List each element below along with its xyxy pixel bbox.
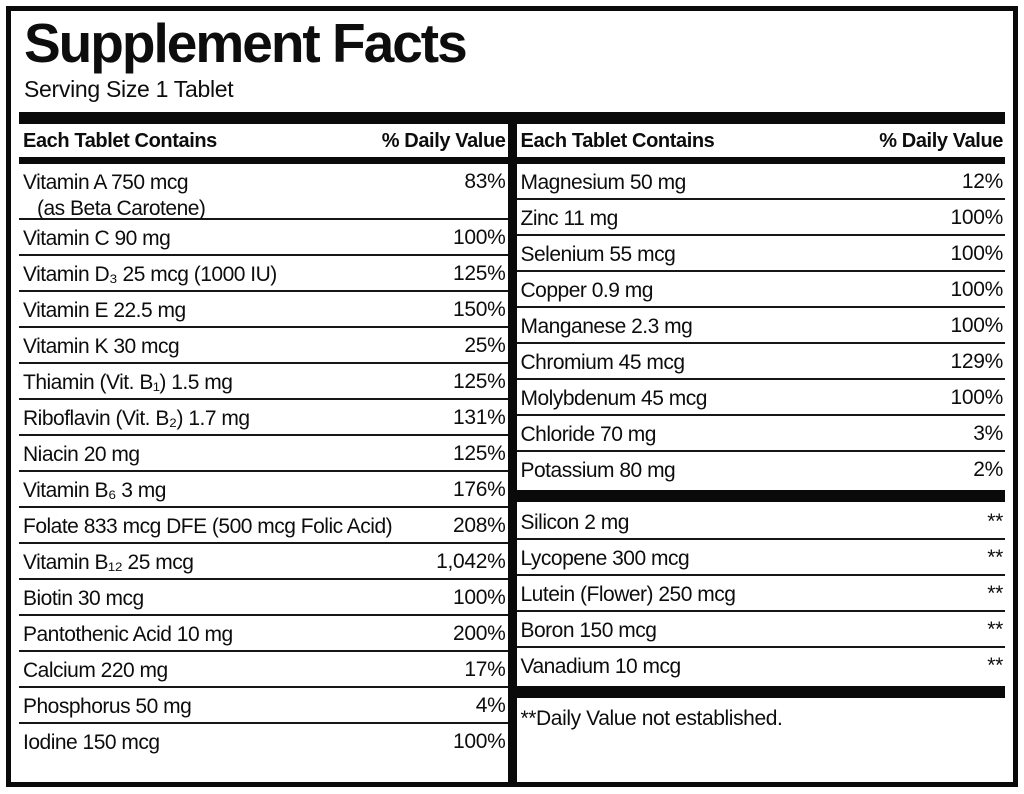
serving-size: Serving Size 1 Tablet <box>24 76 234 103</box>
nutrient-name: Pantothenic Acid 10 mg <box>23 623 233 647</box>
daily-value: ** <box>987 618 1003 642</box>
nutrient-row <box>19 688 508 724</box>
daily-value: 200% <box>452 622 506 646</box>
daily-value: 100% <box>452 586 506 610</box>
nutrient-name: Folate 833 mcg DFE (500 mcg Folic Acid) <box>23 515 393 539</box>
nutrient-name: Vitamin B₁₂ 25 mcg <box>23 551 194 575</box>
nutrient-name: Copper 0.9 mg <box>520 279 653 303</box>
columns-area <box>19 124 1005 782</box>
nutrient-row <box>517 416 1006 452</box>
nutrient-row <box>19 256 508 292</box>
right-column-rows <box>517 164 1006 700</box>
nutrient-name: Vitamin E 22.5 mg <box>23 299 186 323</box>
daily-value-footnote: **Daily Value not established. <box>520 707 783 731</box>
nutrient-row <box>517 344 1006 380</box>
nutrient-row <box>517 612 1006 648</box>
header-divider-bar <box>517 157 1006 164</box>
daily-value: 125% <box>452 442 506 466</box>
nutrient-row <box>19 220 508 256</box>
nutrient-name: Vitamin D₃ 25 mcg (1000 IU) <box>23 263 277 287</box>
daily-value: 208% <box>452 514 506 538</box>
daily-value: 100% <box>950 386 1003 410</box>
daily-value: 125% <box>452 370 506 394</box>
daily-value: 100% <box>452 226 506 250</box>
nutrient-row <box>19 652 508 688</box>
daily-value: ** <box>987 654 1003 678</box>
column-header-contains: Each Tablet Contains <box>23 130 217 153</box>
daily-value: 3% <box>973 422 1003 446</box>
daily-value: 100% <box>950 278 1003 302</box>
nutrient-name: Selenium 55 mcg <box>520 243 676 267</box>
daily-value: 100% <box>452 730 506 754</box>
nutrient-name: Chloride 70 mg <box>520 423 656 447</box>
nutrient-name: Biotin 30 mcg <box>23 587 144 611</box>
right-column <box>517 124 1006 782</box>
nutrient-name: Potassium 80 mg <box>520 459 676 483</box>
nutrient-name: Riboflavin (Vit. B₂) 1.7 mg <box>23 407 250 431</box>
right-column-header <box>517 124 1006 157</box>
nutrient-name: Thiamin (Vit. B₁) 1.5 mg <box>23 371 233 395</box>
daily-value: 100% <box>950 206 1003 230</box>
nutrient-row <box>517 200 1006 236</box>
daily-value: 150% <box>452 298 506 322</box>
nutrient-row <box>19 400 508 436</box>
nutrient-subname: (as Beta Carotene) <box>37 196 206 220</box>
daily-value: 4% <box>475 694 506 718</box>
label-header <box>11 11 1013 112</box>
nutrient-row <box>517 576 1006 612</box>
nutrient-name: Boron 150 mcg <box>520 619 657 643</box>
nutrient-row <box>517 308 1006 344</box>
nutrient-row <box>517 540 1006 576</box>
nutrient-row <box>19 364 508 400</box>
nutrient-name: Magnesium 50 mg <box>520 171 686 195</box>
header-divider-bar <box>19 157 508 164</box>
daily-value: 2% <box>973 458 1003 482</box>
nutrient-row <box>517 504 1006 540</box>
nutrient-row <box>517 380 1006 416</box>
nutrient-name: Chromium 45 mcg <box>520 351 685 375</box>
nutrient-name: Silicon 2 mg <box>520 511 629 535</box>
daily-value: ** <box>987 510 1003 534</box>
left-column <box>19 124 508 782</box>
nutrient-name: Vitamin K 30 mcg <box>23 335 180 359</box>
daily-value: 83% <box>464 170 506 194</box>
nutrient-row <box>517 452 1006 488</box>
nutrient-row <box>517 236 1006 272</box>
daily-value: ** <box>987 582 1003 606</box>
nutrient-name: Niacin 20 mg <box>23 443 140 467</box>
daily-value: 129% <box>950 350 1003 374</box>
nutrient-row <box>517 164 1006 200</box>
nutrient-name: Lutein (Flower) 250 mcg <box>520 583 736 607</box>
nutrient-row <box>517 648 1006 684</box>
label-title: Supplement Facts <box>24 12 466 74</box>
daily-value: 12% <box>961 170 1003 194</box>
nutrient-row <box>19 164 508 220</box>
nutrient-row <box>19 472 508 508</box>
nutrient-name: Vitamin C 90 mg <box>23 227 171 251</box>
section-divider-bar <box>517 686 1006 698</box>
nutrient-name: Zinc 11 mg <box>520 207 618 231</box>
nutrient-row <box>19 724 508 760</box>
nutrient-name: Manganese 2.3 mg <box>520 315 693 339</box>
column-header-daily-value: % Daily Value <box>381 130 506 153</box>
nutrient-row <box>517 272 1006 308</box>
daily-value: 176% <box>452 478 506 502</box>
nutrient-name: Lycopene 300 mcg <box>520 547 690 571</box>
nutrient-name: Phosphorus 50 mg <box>23 695 192 719</box>
nutrient-name: Vitamin B₆ 3 mg <box>23 479 166 503</box>
left-column-header <box>19 124 508 157</box>
nutrient-name: Vitamin A 750 mcg (as Beta Carotene) <box>23 171 206 220</box>
section-divider-bar <box>517 490 1006 502</box>
daily-value: 125% <box>452 262 506 286</box>
daily-value: 100% <box>950 242 1003 266</box>
daily-value: 100% <box>950 314 1003 338</box>
daily-value: 25% <box>464 334 506 358</box>
nutrient-row <box>19 580 508 616</box>
supplement-facts-label <box>6 6 1018 787</box>
daily-value: 131% <box>452 406 506 430</box>
daily-value: ** <box>987 546 1003 570</box>
daily-value: 1,042% <box>436 550 506 574</box>
nutrient-row <box>19 544 508 580</box>
nutrient-name: Molybdenum 45 mcg <box>520 387 707 411</box>
nutrient-row <box>19 508 508 544</box>
column-divider-bar <box>508 124 517 782</box>
nutrient-row <box>19 616 508 652</box>
nutrient-row <box>19 328 508 364</box>
nutrient-name: Iodine 150 mcg <box>23 731 160 755</box>
left-column-rows <box>19 164 508 760</box>
daily-value: 17% <box>464 658 506 682</box>
column-header-contains: Each Tablet Contains <box>520 130 715 153</box>
nutrient-name: Vanadium 10 mcg <box>520 655 681 679</box>
serving-divider-bar <box>19 112 1005 124</box>
nutrient-row <box>19 436 508 472</box>
column-header-daily-value: % Daily Value <box>879 130 1003 153</box>
nutrient-row <box>19 292 508 328</box>
nutrient-name: Calcium 220 mg <box>23 659 168 683</box>
